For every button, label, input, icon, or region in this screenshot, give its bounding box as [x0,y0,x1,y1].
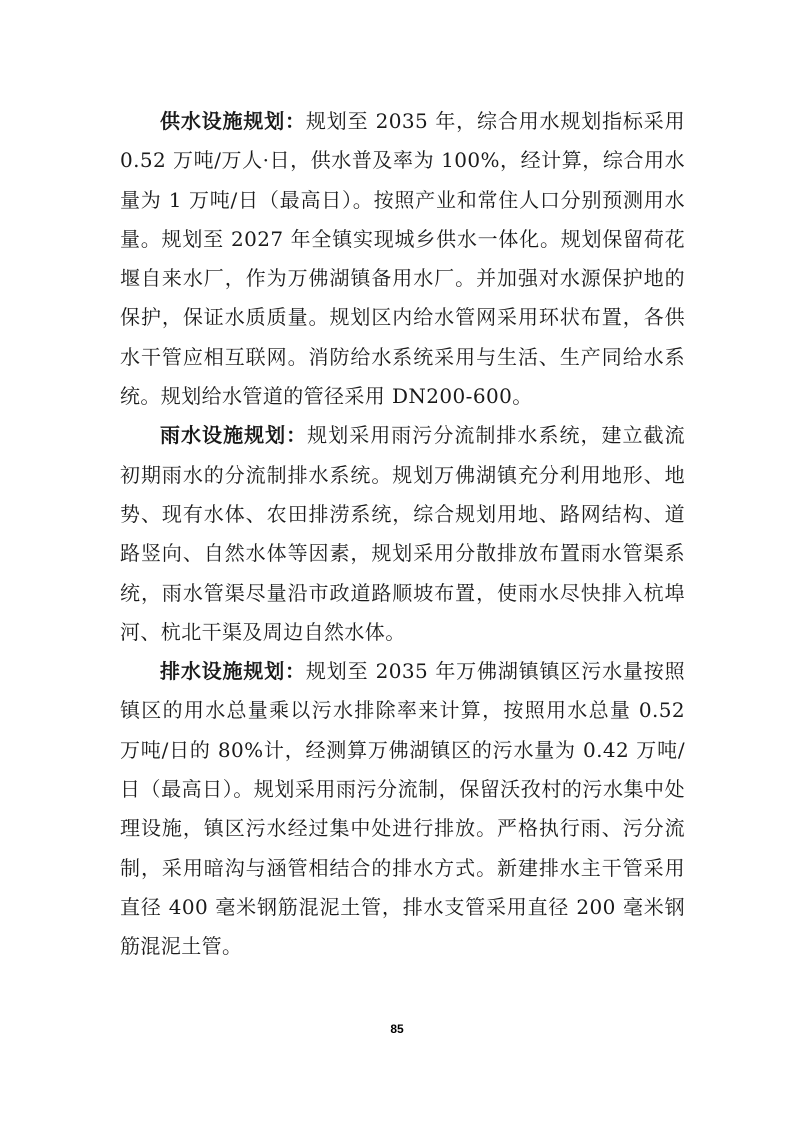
paragraph-body-water-supply: 规划至 2035 年，综合用水规划指标采用 0.52 万吨/万人·日，供水普及率为 100%，经计算，综合用水量为 1 万吨/日（最高日）。按照产业和常住人口分别预测用水量。规划至 2027 年全镇实现城乡供水一体化。规划保留荷花堰自来水厂，作为万佛湖镇备用水厂。并加强对水源保护地的保护，保证水质质量。规划区内给水管网采用环状布置，各供水干管应相互联网。消防给水系统采用与生活、生产同给水系统。规划给水管道的管径采用 DN200-600。 [120,109,685,409]
paragraph-rainwater [120,416,685,652]
paragraph-body-rainwater: 规划采用雨污分流制排水系统，建立截流初期雨水的分流制排水系统。规划万佛湖镇充分利用地形、地势、现有水体、农田排涝系统，综合规划用地、路网结构、道路竖向、自然水体等因素，规划采用分散排放布置雨水管渠系统，雨水管渠尽量沿市政道路顺坡布置，使雨水尽快排入杭埠河、杭北干渠及周边自然水体。 [120,423,685,644]
paragraph-heading-drainage: 排水设施规划： [160,659,306,684]
paragraph-drainage [120,652,685,966]
paragraph-heading-water-supply: 供水设施规划： [160,109,306,133]
paragraph-body-drainage: 规划至 2035 年万佛湖镇镇区污水量按照镇区的用水总量乘以污水排除率来计算，按照用水总量 0.52 万吨/日的 80%计，经测算万佛湖镇区的污水量为 0.42 万吨/日（最高日）。规划采用雨污分流制，保留沃孜村的污水集中处理设施，镇区污水经过集中处进行排放。严格执行雨、污分流制，采用暗沟与涵管相结合的排水方式。新建排水主干管采用直径 400 毫米钢筋混泥土管，排水支管采用直径 200 毫米钢筋混泥土管。 [120,659,685,959]
paragraph-water-supply [120,102,685,416]
body-text [120,102,685,967]
page-number: 85 [390,1022,404,1036]
paragraph-heading-rainwater: 雨水设施规划： [160,423,308,448]
